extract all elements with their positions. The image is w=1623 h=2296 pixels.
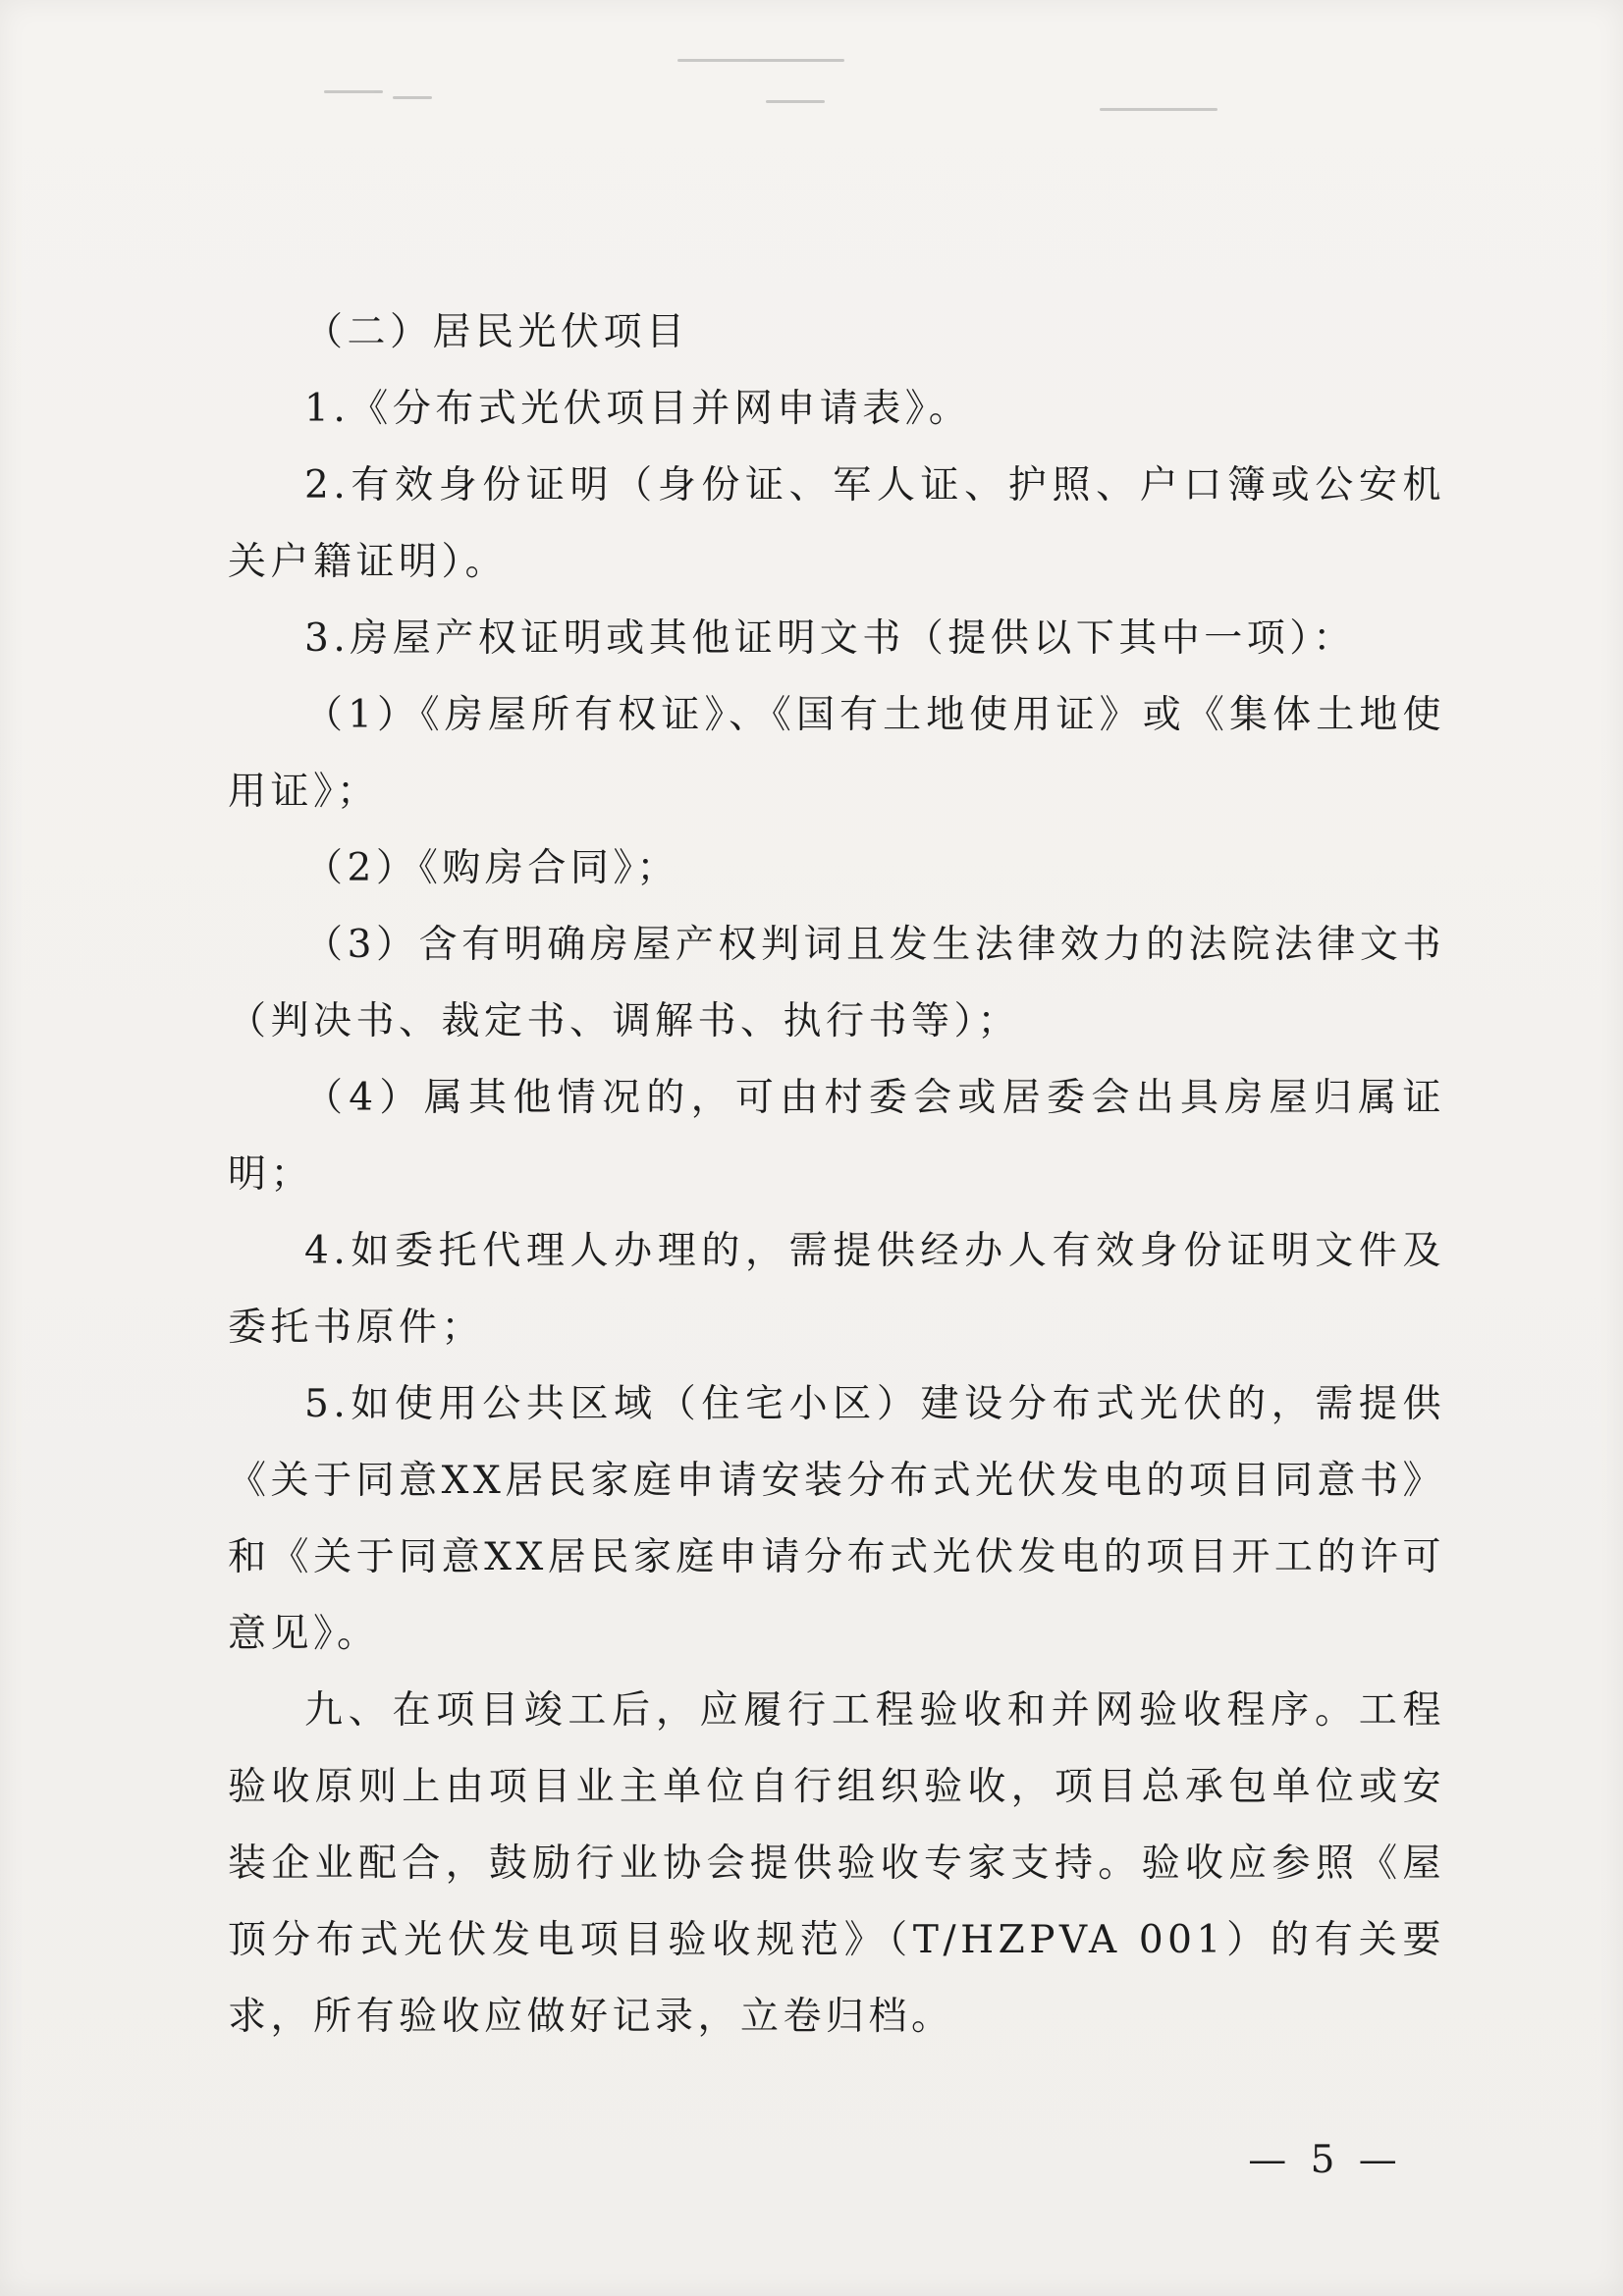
sub-list-item: （2）《购房合同》； [304,846,679,890]
sub-list-item: （4）属其他情况的，可由村委会或居委会出具房屋归属证明； [228,1076,1445,1197]
list-item: 2.有效身份证明（身份证、军人证、护照、户口簿或公安机关户籍证明）。 [228,463,1445,584]
page-number: — 5 — [1248,2138,1403,2182]
list-item: 1.《分布式光伏项目并网申请表》。 [304,387,972,431]
list-item: 5.如使用公共区域（住宅小区）建设分布式光伏的，需提供《关于同意XX居民家庭申请安装分布式光伏发电的项目同意书》和《关于同意XX居民家庭申请分布式光伏发电的项目开工的许可意见》。 [228,1382,1445,1656]
sub-list-item: （1）《房屋所有权证》、《国有土地使用证》或《集体土地使用证》； [228,693,1445,814]
document-body [228,294,1445,2056]
list-item: 3.房屋产权证明或其他证明文书（提供以下其中一项）： [304,616,1356,661]
section-heading-residential-pv: （二）居民光伏项目 [304,310,689,354]
list-item: 4.如委托代理人办理的，需提供经办人有效身份证明文件及委托书原件； [228,1229,1445,1350]
sub-list-item: （3）含有明确房屋产权判词且发生法律效力的法院法律文书（判决书、裁定书、调解书、执行书等）； [228,923,1445,1043]
scan-bleed-through [216,39,1414,157]
section-9-paragraph: 九、在项目竣工后，应履行工程验收和并网验收程序。工程验收原则上由项目业主单位自行组织验收，项目总承包单位或安装企业配合，鼓励行业协会提供验收专家支持。验收应参照《屋顶分布式光伏发电项目验收规范》（T/HZPVA 001）的有关要求，所有验收应做好记录，立卷归档。 [228,1688,1445,2039]
